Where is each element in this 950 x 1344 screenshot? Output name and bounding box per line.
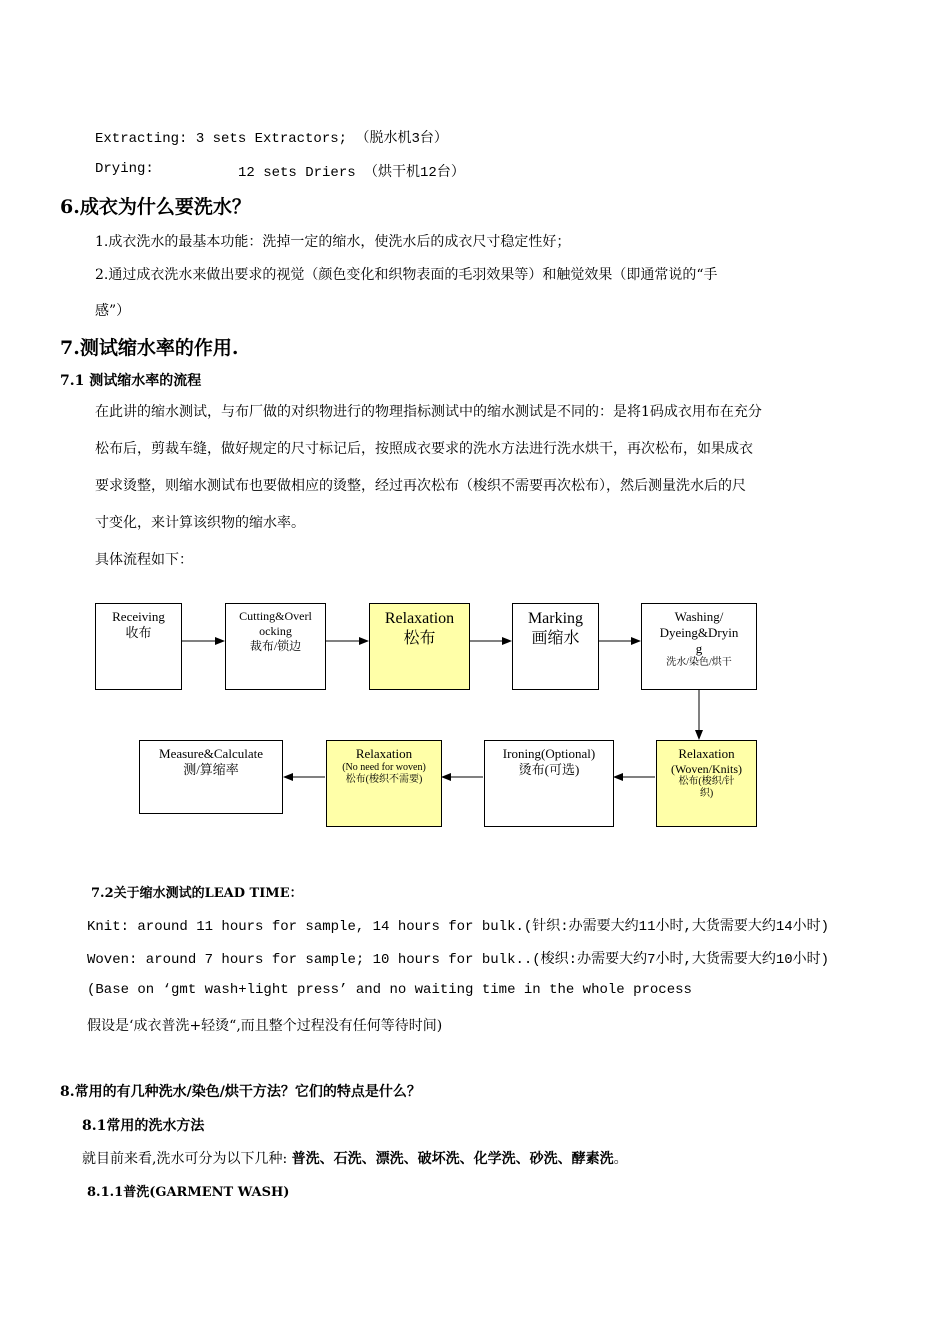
section6-point1: 1.成衣洗水的最基本功能：洗掉一定的缩水，使洗水后的成衣尺寸稳定性好；: [95, 234, 571, 250]
section6-point2-line1: 2.通过成衣洗水来做出要求的视觉（颜色变化和织物表面的毛羽效果等）和触觉效果（即通常说的“手: [95, 267, 718, 283]
flow-box-relax-woven-knits: [656, 740, 757, 827]
flow-box-receiving: [95, 603, 182, 690]
flow-intro: 具体流程如下：: [95, 552, 193, 568]
washing-cn: 洗水/染色/烘干: [666, 657, 732, 668]
washing-en2: Dyeing&Dryin: [659, 625, 739, 640]
cutting-en2: ocking: [259, 624, 292, 638]
section7-1-para-line3: 要求烫整，则缩水测试布也要做相应的烫整，经过再次松布（梭织不需要再次松布），然后测量洗水后的尺: [95, 478, 746, 494]
relax-wk-en2: (Woven/Knits): [670, 762, 743, 776]
flow-box-measure: [139, 740, 283, 814]
measure-en: Measure&Calculate: [159, 746, 263, 761]
section7-1-para-line1: 在此讲的缩水测试，与布厂做的对织物进行的物理指标测试中的缩水测试是不同的：是将1码成衣用布在充分: [95, 404, 762, 420]
lead-time-base: (Base on ‘gmt wash+light press’ and no waiting time in the whole process: [87, 982, 692, 998]
flow-box-marking: [512, 603, 599, 690]
wash-methods-list: 普洗、石洗、漂洗、破坏洗、化学洗、砂洗、酵素洗: [291, 1151, 614, 1167]
wash-methods-end: 。: [613, 1151, 628, 1167]
section8-1-title: 8.1常用的洗水方法: [82, 1118, 205, 1134]
lead-time-knit: Knit: around 11 hours for sample, 14 hours for bulk.(针织:办需要大约11小时,大货需要大约14小时): [87, 919, 830, 935]
extracting-line: Extracting: 3 sets Extractors; （脱水机3台）: [95, 131, 448, 147]
wash-methods-line: [82, 1148, 628, 1168]
receiving-en: Receiving: [112, 609, 165, 624]
marking-en: Marking: [527, 610, 584, 627]
drying-value: 12 sets Driers （烘干机12台）: [238, 165, 465, 181]
section7-1-para-line4: 寸变化，来计算该织物的缩水率。: [95, 515, 305, 531]
section7-1-para-line2: 松布后，剪裁车缝，做好规定的尺寸标记后，按照成衣要求的洗水方法进行洗水烘干，再次松布，如果成衣: [95, 441, 753, 457]
cutting-cn: 裁布/锁边: [249, 639, 302, 653]
relax-wk-cn2: 织): [699, 788, 714, 799]
flow-box-washing: [641, 603, 757, 690]
relax-wk-en: Relaxation: [678, 746, 735, 761]
flow-box-relax-no-woven: [326, 740, 442, 827]
relax-nw-en: Relaxation: [355, 746, 413, 761]
relax-nw-en2: (No need for woven): [342, 762, 426, 773]
section7-title: 7.测试缩水率的作用.: [60, 337, 239, 359]
receiving-cn: 收布: [125, 625, 152, 640]
ironing-cn: 烫布(可选): [518, 762, 580, 777]
relax1-en: Relaxation: [384, 610, 455, 627]
section7-1-title: 7.1 测试缩水率的流程: [60, 373, 202, 389]
measure-cn: 测/算缩率: [183, 762, 239, 777]
flow-box-ironing: [484, 740, 614, 827]
wash-methods-intro: 就目前来看,洗水可分为以下几种:: [82, 1151, 292, 1167]
lead-time-woven: Woven: around 7 hours for sample; 10 hours for bulk..(梭织:办需要大约7小时,大货需要大约10小时): [87, 952, 830, 968]
flow-box-cutting: [225, 603, 326, 690]
washing-en1: Washing/: [674, 609, 724, 624]
marking-cn: 画缩水: [531, 630, 580, 647]
section8-1-1-title: 8.1.1普洗(GARMENT WASH): [87, 1185, 290, 1200]
section6-title: 6.成衣为什么要洗水？: [60, 196, 251, 218]
ironing-en: Ironing(Optional): [502, 746, 596, 761]
section8-title: 8.常用的有几种洗水/染色/烘干方法？它们的特点是什么？: [60, 1084, 421, 1100]
flow-box-relaxation: [369, 603, 470, 690]
relax-nw-cn: 松布(梭织不需要): [345, 774, 423, 785]
drying-label: Drying:: [95, 161, 154, 177]
relax-wk-cn1: 松布(梭织/针: [678, 776, 735, 787]
section7-2-title: 7.2关于缩水测试的LEAD TIME：: [91, 886, 303, 901]
washing-en3: g: [695, 641, 703, 656]
cutting-en1: Cutting&Overl: [239, 609, 312, 623]
section6-point2-line2: 感”）: [95, 303, 131, 319]
lead-time-assumption: 假设是‘成衣普洗+轻烫“,而且整个过程没有任何等待时间): [87, 1018, 443, 1034]
relax1-cn: 松布: [403, 630, 436, 647]
